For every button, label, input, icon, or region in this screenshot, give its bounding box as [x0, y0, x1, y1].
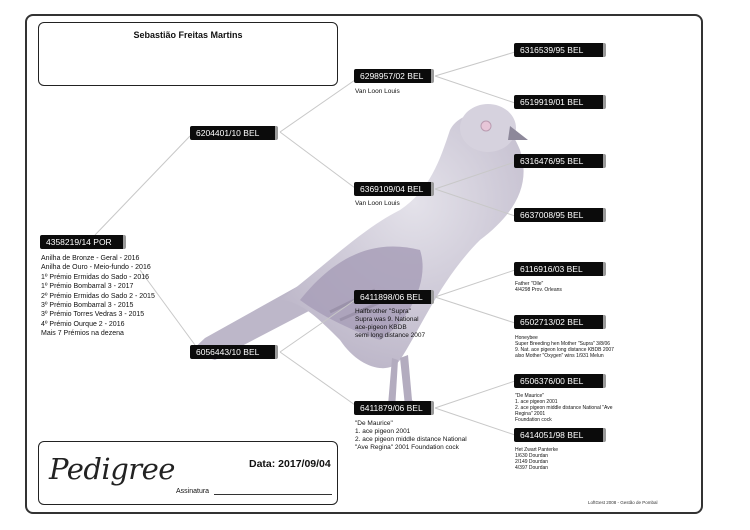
grandparent-notes-1 [355, 88, 400, 96]
great-grandparent-ring-badge-7[interactable]: 6506376/00 BEL [514, 374, 606, 388]
great-grandparent-note: 4/397 Dourdan [515, 465, 549, 471]
grandparent-ring-badge-1[interactable]: 6298957/02 BEL [354, 69, 434, 83]
subject-note: 2º Prémio Ermidas do Sado 2 - 2015 [41, 292, 155, 300]
sire-ring-badge[interactable]: 6204401/10 BEL [190, 126, 278, 140]
great-grandparent-ring-badge-8[interactable]: 6414051/98 BEL [514, 428, 606, 442]
grandparent-notes-2 [355, 200, 400, 208]
subject-note: 4º Prémio Ourque 2 - 2016 [41, 320, 125, 328]
great-grandparent-ring-badge-1[interactable]: 6316539/95 BEL [514, 43, 606, 57]
grandparent-notes-3 [355, 308, 425, 340]
great-grandparent-note: Father "Olle" [515, 281, 544, 287]
grandparent-ring-badge-3[interactable]: 6411898/06 BEL [354, 290, 434, 304]
owner-box [38, 22, 338, 86]
pedigree-info-box [38, 441, 338, 505]
great-grandparent-notes-8 [515, 447, 558, 471]
great-grandparent-notes-7 [515, 393, 613, 423]
subject-note: Anilha de Ouro - Meio-fundo - 2016 [41, 264, 151, 272]
great-grandparent-note: Honeybee [515, 335, 538, 341]
grandparent-note: "De Maurice" [355, 420, 393, 427]
grandparent-note: Halfbrother "Supra" [355, 308, 411, 315]
grandparent-ring-badge-4[interactable]: 6411879/06 BEL [354, 401, 434, 415]
great-grandparent-ring-badge-6[interactable]: 6502713/02 BEL [514, 315, 606, 329]
great-grandparent-note: Regina" 2001 [515, 411, 546, 417]
footer-credit: LoftGest 2008 - Gestão de Pombal [588, 500, 658, 505]
subject-note: Mais 7 Prémios na dezena [41, 330, 124, 338]
subject-note: 3º Prémio Bombarral 3 - 2015 [41, 302, 134, 310]
pedigree-title: Pedigree [49, 452, 175, 486]
great-grandparent-note: 2/149 Dourdan [515, 459, 549, 465]
subject-note: 1º Prémio Ermidas do Sado - 2016 [41, 273, 150, 281]
grandparent-note: ace-pigeon KBDB [355, 324, 407, 331]
grandparent-note: Van Loon Louis [355, 88, 400, 95]
subject-note: 3º Prémio Torres Vedras 3 - 2015 [41, 311, 145, 319]
great-grandparent-notes-5 [515, 281, 562, 293]
signature-line[interactable] [214, 494, 332, 495]
subject-notes [41, 254, 155, 339]
great-grandparent-note: 1. ace pigeon 2001 [515, 399, 558, 405]
grandparent-notes-4 [355, 420, 467, 452]
subject-note: 1º Prémio Bombarral 3 - 2017 [41, 283, 134, 291]
grandparent-note: Van Loon Louis [355, 200, 400, 207]
great-grandparent-note: 9. Nat. ace pigeon long distance KBDB 2007 [515, 347, 614, 353]
grandparent-note: 2. ace pigeon middle distance National [355, 436, 467, 443]
great-grandparent-ring-badge-2[interactable]: 6519919/01 BEL [514, 95, 606, 109]
subject-note: Anilha de Bronze - Geral - 2016 [41, 255, 140, 262]
grandparent-note: semi long distance 2007 [355, 332, 426, 339]
great-grandparent-note: 4/4298 Prov. Orleans [515, 287, 562, 293]
great-grandparent-ring-badge-4[interactable]: 6637008/95 BEL [514, 208, 606, 222]
great-grandparent-ring-badge-3[interactable]: 6316476/95 BEL [514, 154, 606, 168]
great-grandparent-note: Super Breeding hen Mother "Supra" 3/8/06 [515, 341, 610, 347]
great-grandparent-note: Foundation cock [515, 417, 552, 423]
pedigree-date: Data: 2017/09/04 [249, 458, 331, 470]
subject-ring-badge[interactable]: 4358219/14 POR [40, 235, 126, 249]
great-grandparent-note: 1/630 Dourdan [515, 453, 549, 459]
owner-name: Sebastião Freitas Martins [133, 30, 243, 40]
grandparent-note: "Ave Regina" 2001 Foundation cock [355, 444, 459, 451]
great-grandparent-note: 2. ace pigeon middle distance National "Ave [515, 405, 613, 411]
great-grandparent-note: Het Zwart Panterke [515, 447, 559, 453]
grandparent-note: Supra was 9. National [355, 316, 419, 323]
great-grandparent-note: "De Maurice" [515, 393, 545, 399]
dam-ring-badge[interactable]: 6056443/10 BEL [190, 345, 278, 359]
grandparent-note: 1. ace pigeon 2001 [355, 428, 411, 435]
great-grandparent-note: also Mother "Oxygen" wins 1/931 Melun [515, 353, 604, 359]
grandparent-ring-badge-2[interactable]: 6369109/04 BEL [354, 182, 434, 196]
great-grandparent-ring-badge-5[interactable]: 6116916/03 BEL [514, 262, 606, 276]
signature-label: Assinatura [176, 488, 210, 495]
great-grandparent-notes-6 [515, 335, 614, 359]
